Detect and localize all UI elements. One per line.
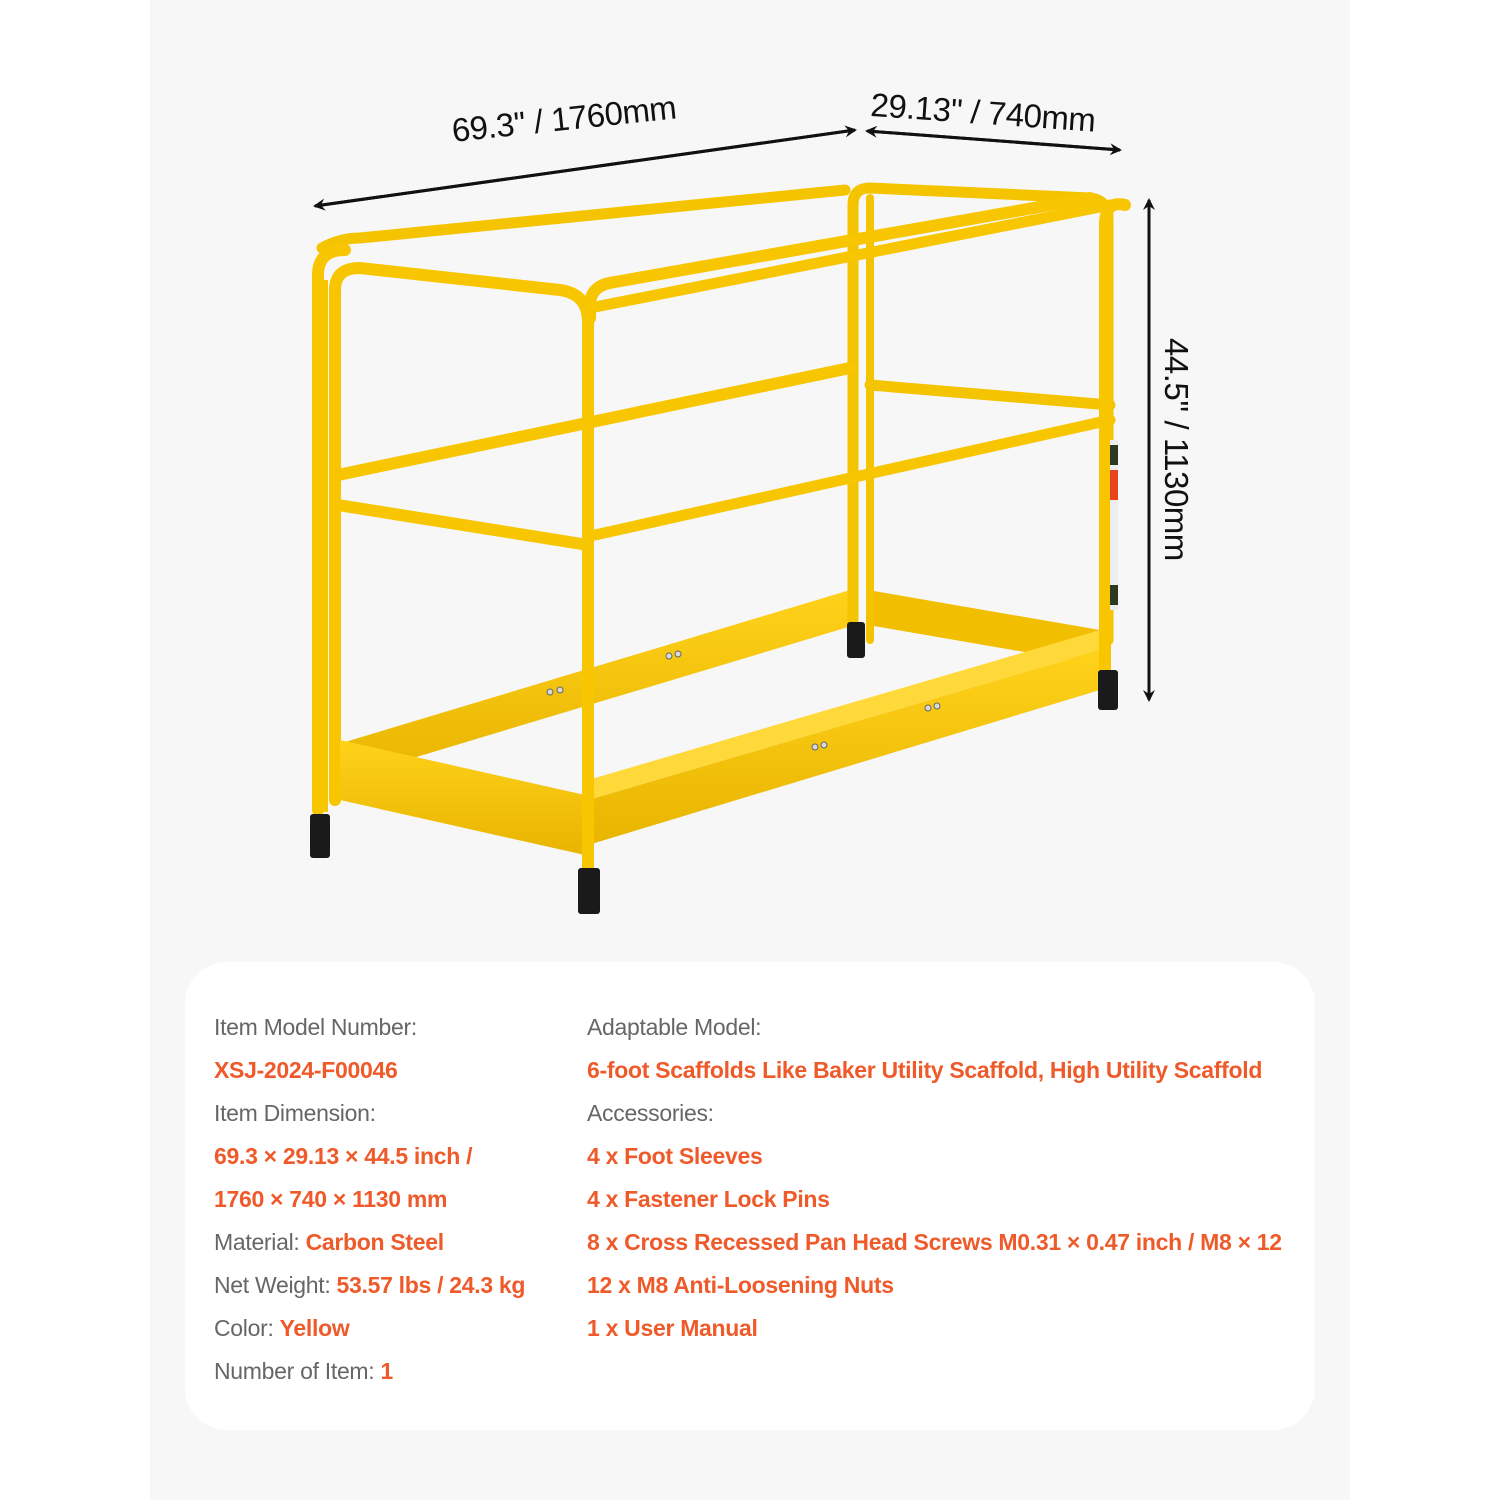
color-label: Color: xyxy=(214,1315,280,1341)
material-value: Carbon Steel xyxy=(305,1229,444,1255)
accessory-item: 1 x User Manual xyxy=(587,1315,758,1341)
product-panel xyxy=(150,0,1350,1500)
spec-column-right xyxy=(587,1006,1282,1350)
dimension-value-mm: 1760 × 740 × 1130 mm xyxy=(214,1186,448,1212)
weight-label: Net Weight: xyxy=(214,1272,337,1298)
height-dimension-label: 44.5'' / 1130mm xyxy=(1158,338,1195,561)
count-value: 1 xyxy=(380,1358,393,1384)
warning-label xyxy=(1110,440,1118,610)
dimension-label: Item Dimension: xyxy=(214,1100,376,1126)
adaptable-model-value: 6-foot Scaffolds Like Baker Utility Scaffold, High Utility Scaffold xyxy=(587,1057,1263,1083)
accessory-item: 12 x M8 Anti-Loosening Nuts xyxy=(587,1272,894,1298)
accessory-item: 4 x Fastener Lock Pins xyxy=(587,1186,830,1212)
material-label: Material: xyxy=(214,1229,306,1255)
weight-row xyxy=(214,1264,525,1307)
model-number-value: XSJ-2024-F00046 xyxy=(214,1057,398,1083)
weight-value: 53.57 lbs / 24.3 kg xyxy=(336,1272,526,1298)
spec-card xyxy=(185,962,1315,1430)
accessory-item: 4 x Foot Sleeves xyxy=(587,1143,763,1169)
color-value: Yellow xyxy=(279,1315,350,1341)
width-dimension-label: 29.13'' / 740mm xyxy=(869,86,1097,139)
model-number-label: Item Model Number: xyxy=(214,1014,417,1040)
adaptable-model-label: Adaptable Model: xyxy=(587,1014,762,1040)
material-row xyxy=(214,1221,525,1264)
accessory-item: 8 x Cross Recessed Pan Head Screws M0.31 × 0.47 inch / M8 × 12 xyxy=(587,1229,1282,1255)
scaffold-illustration xyxy=(150,0,1350,960)
dimension-value-inch: 69.3 × 29.13 × 44.5 inch / xyxy=(214,1143,473,1169)
spec-column-left xyxy=(214,1006,525,1393)
count-label: Number of Item: xyxy=(214,1358,381,1384)
length-dimension-label: 69.3'' / 1760mm xyxy=(450,88,678,149)
accessories-label: Accessories: xyxy=(587,1100,714,1126)
color-row xyxy=(214,1307,525,1350)
count-row xyxy=(214,1350,525,1393)
